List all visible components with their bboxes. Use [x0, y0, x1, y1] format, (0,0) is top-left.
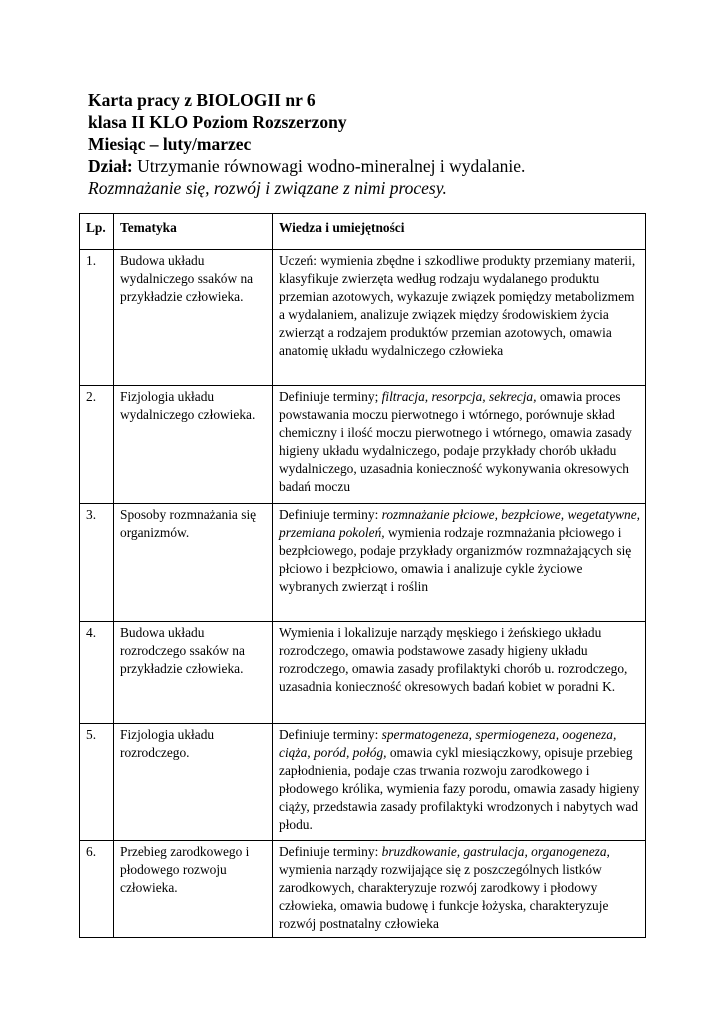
row-number: 6.: [80, 841, 114, 938]
row-number: 3.: [80, 504, 114, 622]
row-topic: Budowa układu wydalniczego ssaków na przykładzie człowieka.: [114, 250, 273, 386]
worksheet-header: [88, 89, 708, 199]
table-row: [80, 622, 646, 724]
section-text: Utrzymanie równowagi wodno-mineralnej i wydalanie.: [132, 156, 526, 176]
row-topic: Fizjologia układu rozrodczego.: [114, 724, 273, 841]
skills-rest: omawia cykl miesiączkowy, opisuje przebieg zapłodnienia, podaje czas trwania rozwoju zarodkowego i płodowego królika, wymienia fazy porodu, omawia zasady higieny ciąży, przedstawia zasady profilaktyki wrodzonych i nabytych wad płodu.: [279, 745, 640, 832]
class-level: klasa II KLO Poziom Rozszerzony: [88, 112, 347, 132]
row-skills: [273, 724, 646, 841]
skills-terms: filtracja, resorpcja, sekrecja,: [381, 389, 537, 404]
header-tematyka: Tematyka: [114, 214, 273, 250]
row-skills: [273, 504, 646, 622]
section-label: Dział:: [88, 156, 133, 176]
skills-rest: wymienia rodzaje rozmnażania płciowego i bezpłciowego, podaje przykłady organizmów rozmnażających się płciowo i bezpłciowo, omawia i analizuje cykle życiowe wybranych zwierząt i roślin: [279, 525, 632, 594]
skills-rest: omawia proces powstawania moczu pierwotnego i wtórnego, porównuje skład chemiczny i ilość moczu pierwotnego i wtórnego, omawia zasady higieny układu wydalniczego, podaje przykłady chorób układu wydalniczego, uzasadnia konieczność wykonywania okresowych badań moczu: [279, 389, 632, 494]
worksheet-title: Karta pracy z BIOLOGII nr 6: [88, 90, 316, 110]
table-row: [80, 724, 646, 841]
row-skills: [273, 841, 646, 938]
row-topic: Sposoby rozmnażania się organizmów.: [114, 504, 273, 622]
row-number: 4.: [80, 622, 114, 724]
row-skills: Uczeń: wymienia zbędne i szkodliwe produkty przemiany materii, klasyfikuje zwierzęta według rodzaju wydalanego produktu przemian azotowych, wykazuje związek pomiędzy metabolizmem a wydalaniem, analizuje związek między środowiskiem życia zwierząt a rodzajem produktów przemian azotowych, omawia anatomię układu wydalniczego człowieka: [273, 250, 646, 386]
table-row: [80, 250, 646, 386]
header-wiedza: Wiedza i umiejętności: [273, 214, 646, 250]
skills-rest: wymienia narządy rozwijające się z poszczególnych listków zarodkowych, charakteryzuje rozwój zarodkowy i płodowy człowieka, omawia budowę i funkcje łożyska, charakteryzuje rozwój postnatalny człowieka: [279, 862, 609, 931]
skills-terms: bruzdkowanie, gastrulacja, organogeneza,: [381, 844, 610, 859]
skills-intro: Definiuje terminy:: [279, 507, 382, 522]
month: Miesiąc – luty/marzec: [88, 134, 252, 154]
row-skills: Wymienia i lokalizuje narządy męskiego i żeńskiego układu rozrodczego, omawia podstawowe zasady higieny układu rozrodczego, omawia zasady profilaktyki chorób u. rozrodczego, uzasadnia konieczność okresowych badań kobiet w poradni K.: [273, 622, 646, 724]
row-number: 1.: [80, 250, 114, 386]
section-subtitle: Rozmnażanie się, rozwój i związane z nimi procesy.: [88, 178, 447, 198]
skills-terms: spermatogeneza, spermiogeneza, oogeneza, ciąża, poród, połóg,: [279, 727, 617, 760]
table-row: [80, 386, 646, 504]
skills-intro: Definiuje terminy:: [279, 727, 382, 742]
skills-intro: Definiuje terminy:: [279, 844, 382, 859]
table-row: [80, 504, 646, 622]
row-topic: Fizjologia układu wydalniczego człowieka.: [114, 386, 273, 504]
row-number: 5.: [80, 724, 114, 841]
table-header-row: [80, 214, 646, 250]
skills-terms: rozmnażanie płciowe, bezpłciowe, wegetatywne, przemiana pokoleń,: [279, 507, 640, 540]
section-line: [88, 155, 708, 177]
row-skills: [273, 386, 646, 504]
topics-table: [79, 213, 646, 938]
row-topic: Przebieg zarodkowego i płodowego rozwoju człowieka.: [114, 841, 273, 938]
table-row: [80, 841, 646, 938]
row-number: 2.: [80, 386, 114, 504]
skills-intro: Definiuje terminy;: [279, 389, 382, 404]
row-topic: Budowa układu rozrodczego ssaków na przykładzie człowieka.: [114, 622, 273, 724]
header-lp: Lp.: [80, 214, 114, 250]
